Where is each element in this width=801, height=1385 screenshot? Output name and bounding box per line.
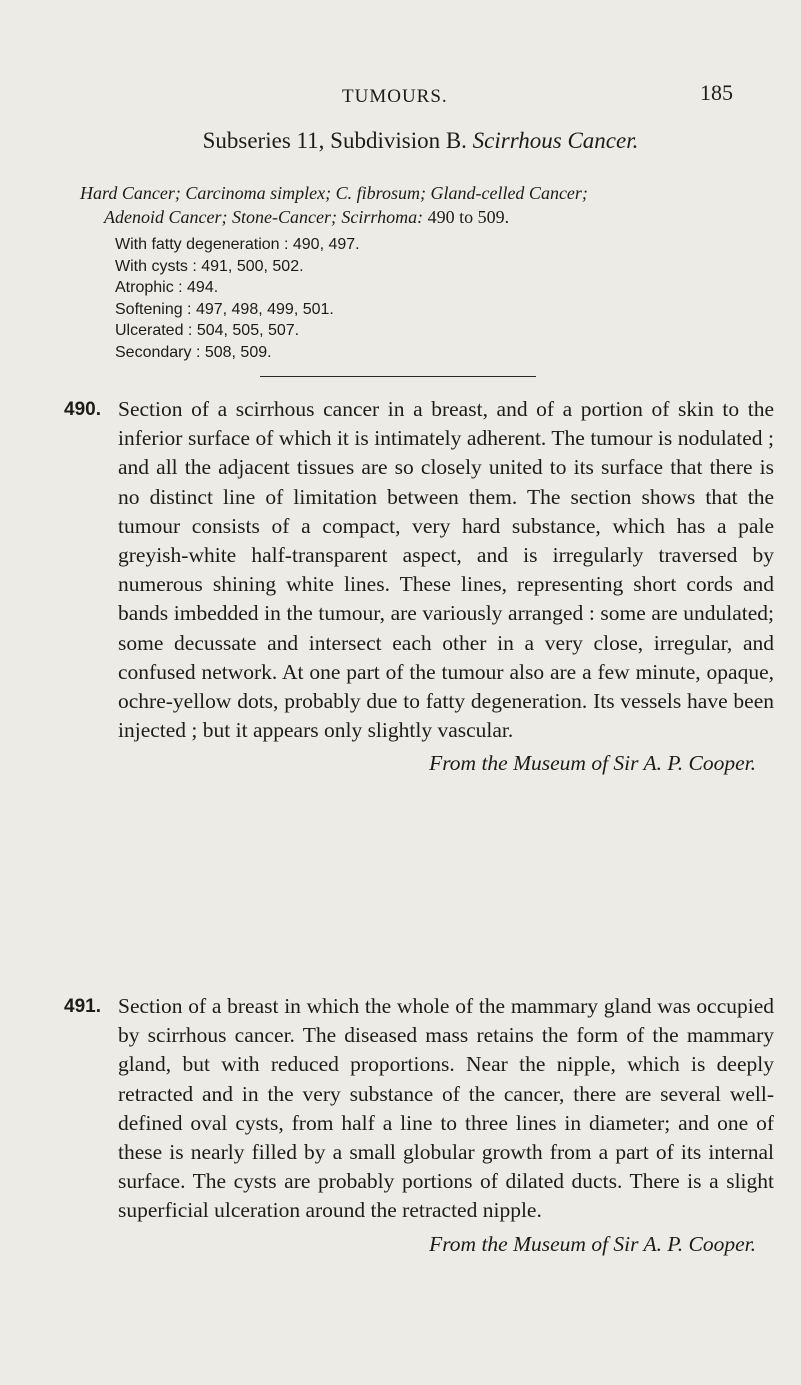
entry-text: Section of a scirrhous cancer in a breast, and of a portion of skin to the inferior surface of which it is intimately adherent. The tumour is nodulated ; and all the adjacent tissues are so closely united to its surface that there is no distinct line of limitation between them. The section shows that the tumour consists of a compact, very hard substance, which has a pale greyish-white half-transparent aspect, and is irregularly traversed by numerous shining white lines. These lines, representing short cords and bands imbedded in the tumour, are variously arranged : some are undulated; some decussate and intersect each other in a very close, irregular, and confused network. At one part of the tumour also are a few minute, opaque, ochre-yellow dots, probably due to fatty degeneration. Its vessels have been injected ; but it appears only slightly vascular. <box>118 397 774 743</box>
entry-source: From the Museum of Sir A. P. Cooper. <box>429 1231 756 1256</box>
subseries-title-prefix: Subseries 11, Subdivision B. <box>202 128 467 153</box>
entry-number: 491. <box>64 996 101 1017</box>
synonyms-range: 490 to 509. <box>427 207 510 227</box>
index-item: Ulcerated : 504, 505, 507. <box>115 322 300 339</box>
specimen-index <box>115 234 360 363</box>
synonyms-block <box>80 181 770 229</box>
entry-number: 490. <box>64 399 101 420</box>
synonyms-line-1: Hard Cancer; Carcinoma simplex; C. fibrosum; Gland-celled Cancer; <box>80 183 588 203</box>
catalogue-entry <box>64 992 774 1259</box>
index-item: Softening : 497, 498, 499, 501. <box>115 300 334 318</box>
entry-source: From the Museum of Sir A. P. Cooper. <box>429 751 756 776</box>
index-item: Secondary : 508, 509. <box>115 343 272 361</box>
synonyms-line-2 <box>80 205 770 229</box>
section-divider <box>260 376 536 377</box>
index-item: With fatty degeneration : 490, 497. <box>115 236 360 253</box>
index-item: Atrophic : 494. <box>115 279 219 296</box>
index-item: With cysts : 491, 500, 502. <box>115 257 304 275</box>
subseries-title <box>0 128 801 154</box>
subseries-title-italic: Scirrhous Cancer. <box>472 128 639 153</box>
synonyms-line-2-text: Adenoid Cancer; Stone-Cancer; Scirrhoma: <box>104 207 424 227</box>
page-number: 185 <box>700 80 733 105</box>
entry-text: Section of a breast in which the whole of the mammary gland was occupied by scirrhous cancer. The diseased mass retains the form of the mammary gland, but with reduced proportions. Near the nipple, which is deeply retracted and in the very substance of the cancer, there are several well-defined oval cysts, from half a line to three lines in diameter; and one of these is nearly filled by a small globular growth from a part of its internal surface. The cysts are probably portions of dilated ducts. There is a slight superficial ulceration around the retracted nipple. <box>118 994 774 1223</box>
catalogue-entry <box>64 395 774 779</box>
running-head: TUMOURS. <box>342 86 448 107</box>
